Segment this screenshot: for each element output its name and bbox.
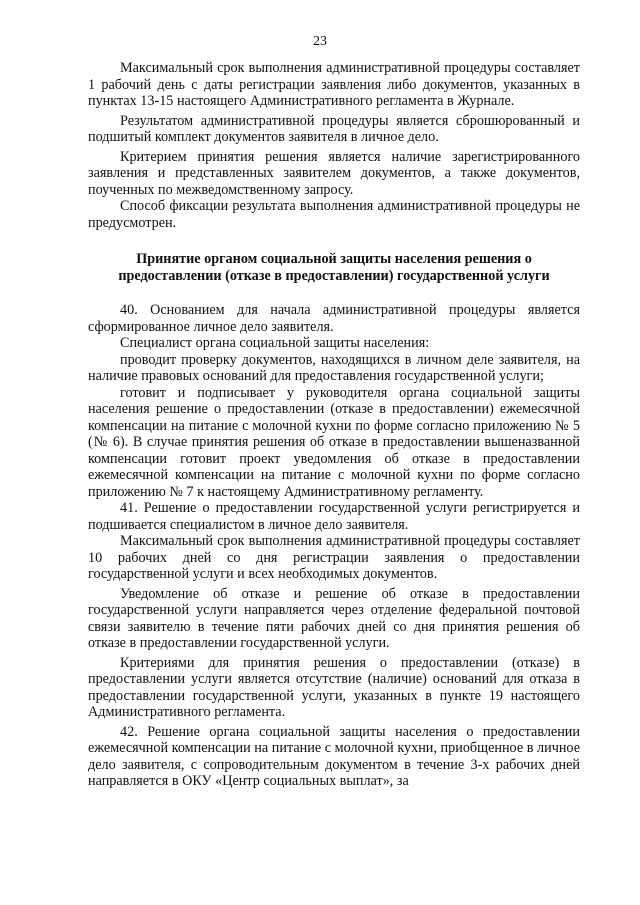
paragraph-41-registration: 41. Решение о предоставлении государственной услуги регистрируется и подшивается специалистом в личное дело заявителя. — [88, 500, 580, 533]
paragraph-criteria-2: Критериями для принятия решения о предоставлении (отказе) в предоставлении услуги является отсутствие (наличие) оснований для отказа в предоставлении государственной услуги, указанных в пункте 19 настоящего Административного регламента. — [88, 654, 580, 720]
paragraph-criterion-1: Критерием принятия решения является наличие зарегистрированного заявления и представленных заявителем документов, а также документов, поученных по межведомственному запросу. — [88, 148, 580, 198]
paragraph-40-basis: 40. Основанием для начала административной процедуры является сформированное личное дело заявителя. — [88, 302, 580, 335]
paragraph-checks-documents: проводит проверку документов, находящихся в личном деле заявителя, на наличие правовых оснований для предоставления государственной услуги; — [88, 351, 580, 384]
paragraph-specialist: Специалист органа социальной защиты населения: — [120, 335, 430, 351]
paragraph-refusal-notice: Уведомление об отказе и решение об отказе в предоставлении государственной услуги направляется через отделение федеральной почтовой связи заявителю в течение пяти рабочих дней со дня принятия решения об отказе в предоставлении государственной услуги. — [88, 585, 580, 651]
section-heading: Принятие органом социальной защиты населения решения о предоставлении (отказе в предоставлении) государственной услуги — [118, 251, 550, 284]
document-body — [88, 60, 580, 790]
paragraph-prepares-decision: готовит и подписывает у руководителя органа социальной защиты населения решение о предоставлении (отказе в предоставлении) ежемесячной компенсации на питание с молочной кухни по форме согласно приложению № 5 (№ 6). В случае принятия решения об отказе в предоставлении вышеназванной компенсации готовит проект уведомления об отказе в предоставлении ежемесячной компенсации на питание с молочной кухни по форме согласно приложению № 7 к настоящему Административному регламенту. — [88, 384, 580, 500]
paragraph-fixation-method: Способ фиксации результата выполнения административной процедуры не предусмотрен. — [88, 198, 580, 231]
paragraph-result-1: Результатом административной процедуры является сброшюрованный и подшитый комплект документов заявителя в личное дело. — [88, 112, 580, 145]
paragraph-max-term-1: Максимальный срок выполнения административной процедуры составляет 1 рабочий день с даты регистрации заявления либо документов, указанных в пунктах 13-15 настоящего Административного регламента в Журнале. — [88, 60, 580, 109]
page-number: 23 — [313, 34, 327, 49]
paragraph-42-decision: 42. Решение органа социальной защиты населения о предоставлении ежемесячной компенсации на питание с молочной кухни, приобщенное в личное дело заявителя, с сопроводительным документом в течение 3-х рабочих дней направляется в ОКУ «Центр социальных выплат», за — [88, 723, 580, 789]
paragraph-max-term-2: Максимальный срок выполнения административной процедуры составляет 10 рабочих дней со дня регистрации заявления о предоставлении государственной услуги и всех необходимых документов. — [88, 533, 580, 582]
